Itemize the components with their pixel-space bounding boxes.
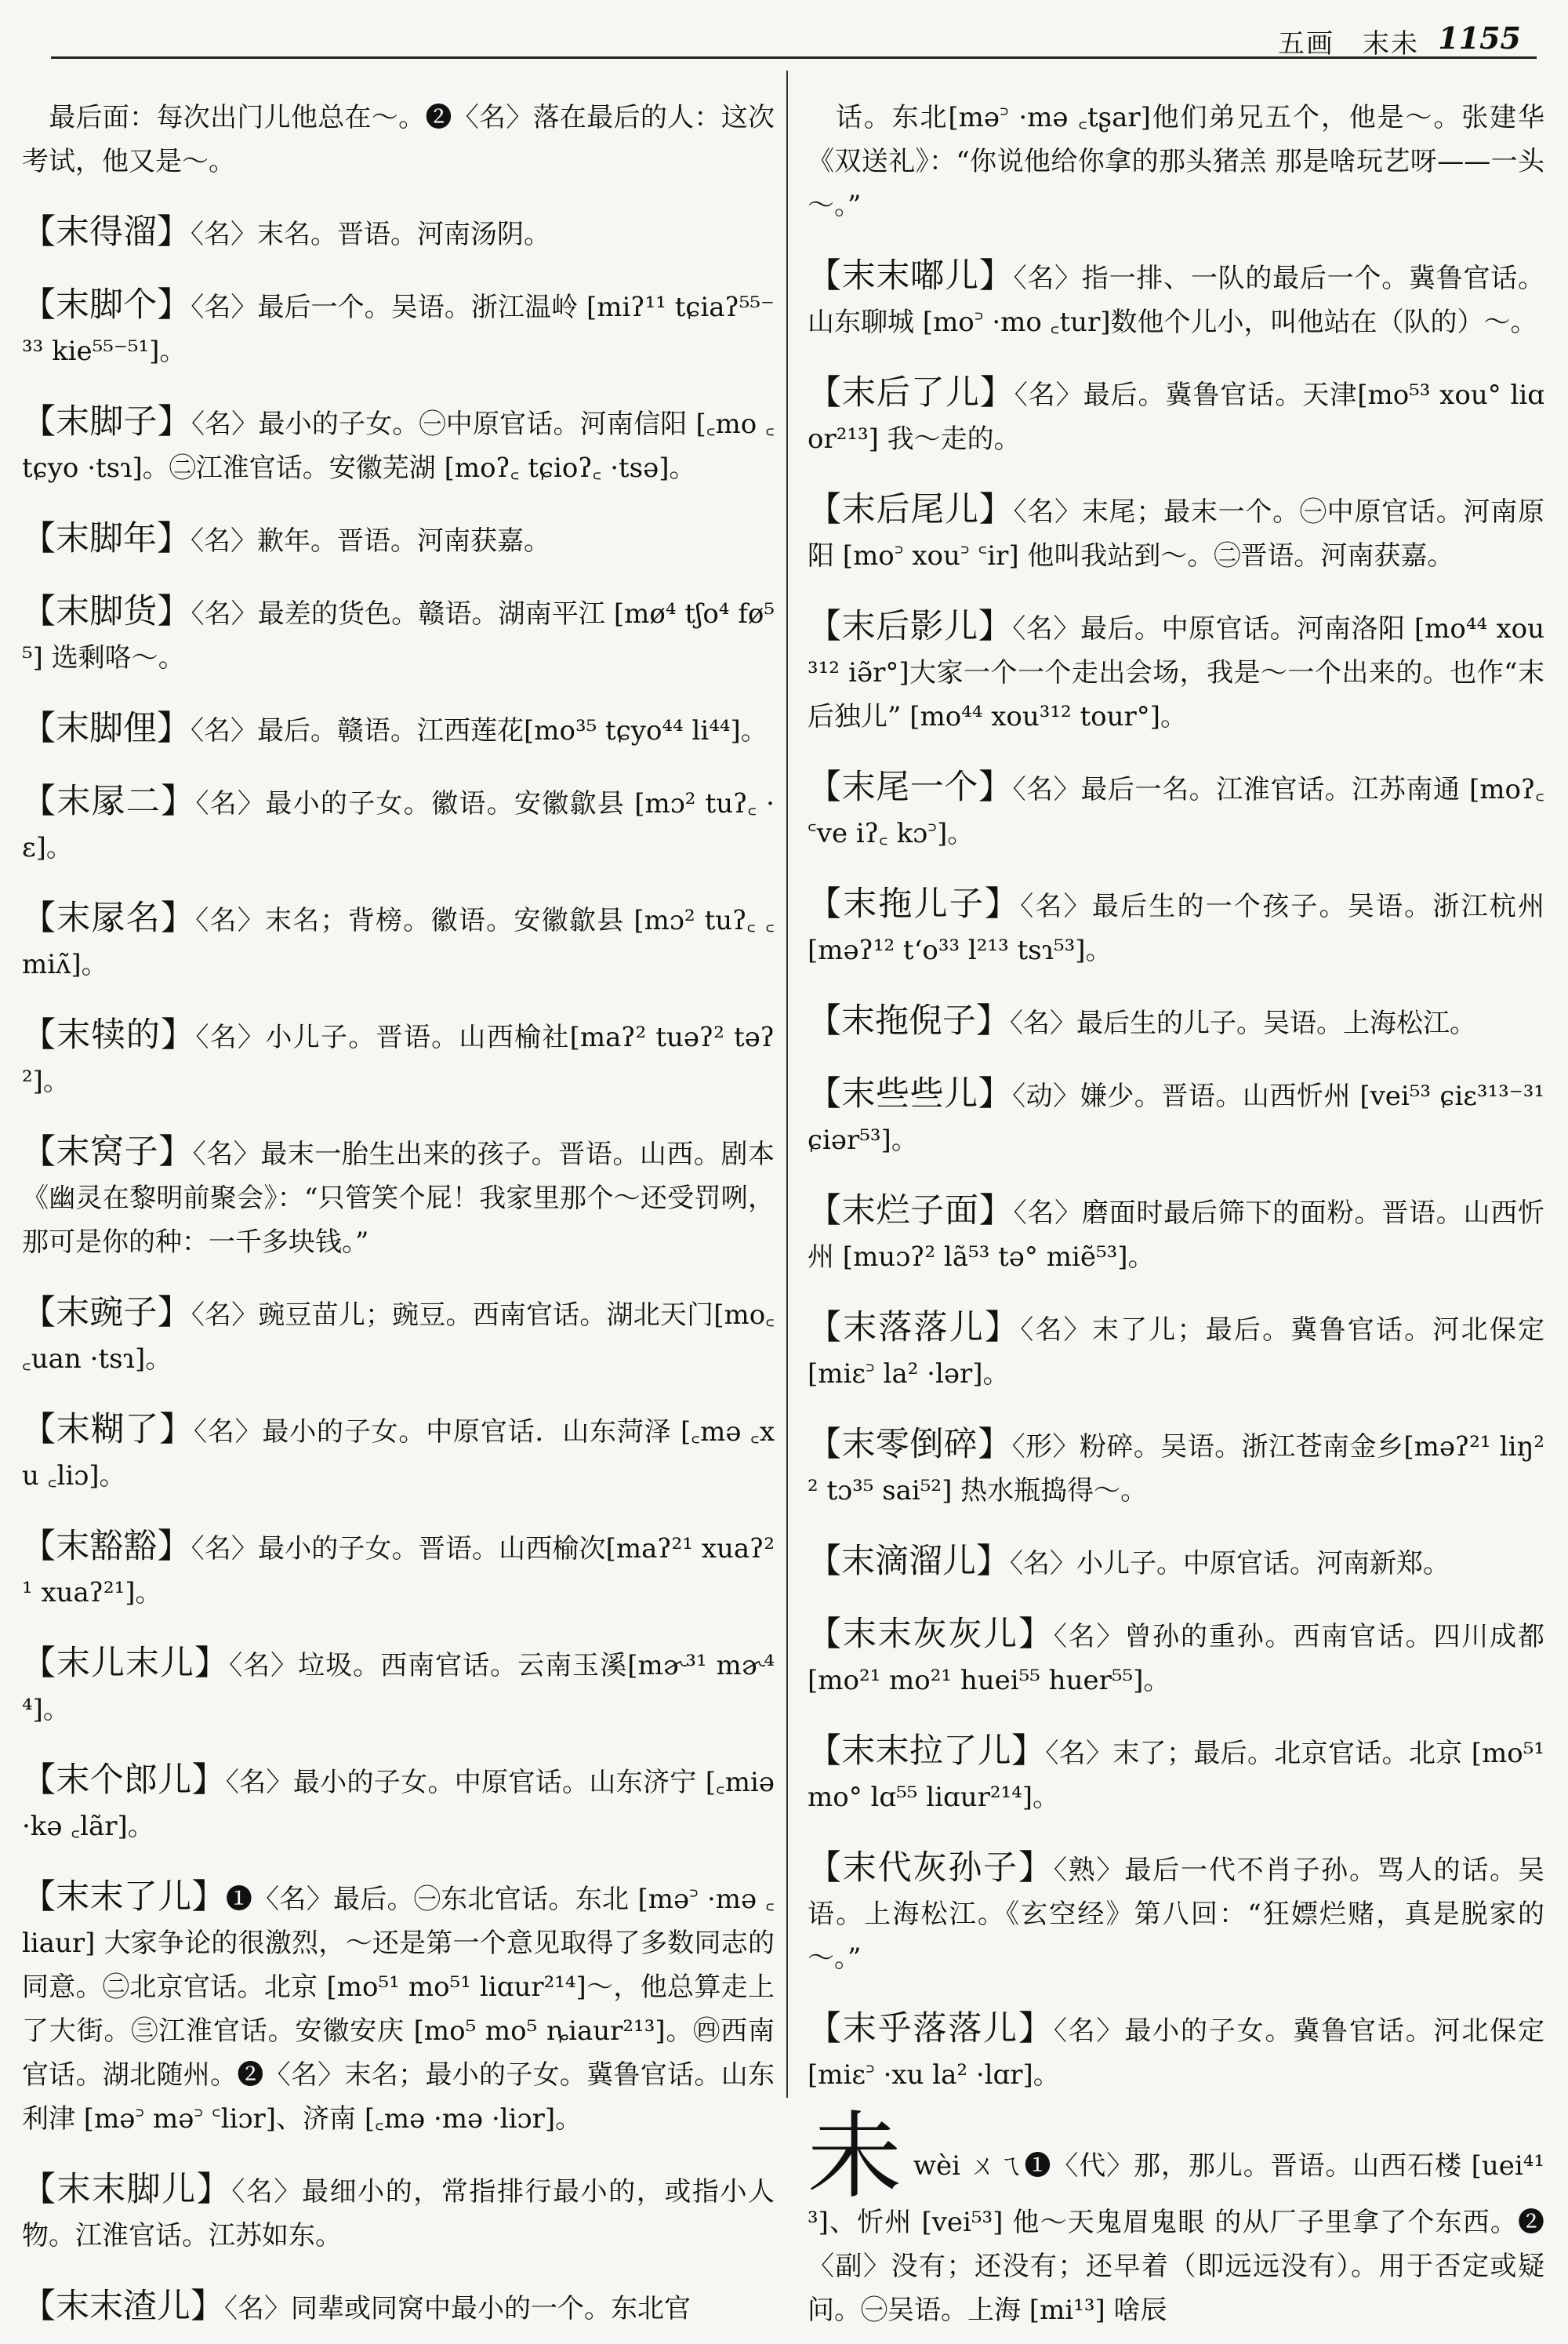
entry-continuation: 话。东北[mə꜄ ·mə ꜀tʂar]他们弟兄五个，他是～。张建华《双送礼》：“你说他给你拿的那头猪羔 那是啥玩艺呀——一头～。” bbox=[808, 102, 1544, 221]
dictionary-entry bbox=[22, 1408, 775, 1498]
dictionary-entry bbox=[22, 1875, 775, 2141]
main-character: 未 bbox=[808, 2102, 902, 2211]
entry-headword: 【末尾一个】 bbox=[808, 768, 1013, 807]
entry-definition: 〈名〉末名。晋语。河南汤阴。 bbox=[191, 219, 550, 250]
main-character-entry bbox=[808, 2102, 1544, 2332]
entry-headword: 【末脚俚】 bbox=[22, 709, 191, 748]
entry-definition: 〈熟〉最后一代不肖子孙。骂人的话。吴语。上海松江。《玄空经》第八回：“狂嫖烂赌，真是脱家的～。” bbox=[808, 1855, 1545, 1974]
page-number: 1155 bbox=[1438, 20, 1521, 56]
dictionary-entry bbox=[808, 882, 1544, 972]
entry-headword: 【末落落儿】 bbox=[808, 1308, 1021, 1347]
dictionary-entry bbox=[22, 517, 775, 563]
entry-headword: 【末脚货】 bbox=[22, 592, 191, 631]
left-column bbox=[22, 69, 775, 2342]
entry-definition: 〈名〉最后一名。江淮官话。江苏南通 [moʔ꜀ ꜂ve iʔ꜀ kɔ꜄]。 bbox=[808, 774, 1545, 849]
entry-headword: 【末㞘二】 bbox=[22, 782, 196, 821]
dictionary-entry bbox=[22, 707, 775, 753]
dictionary-entry bbox=[22, 2168, 775, 2258]
dictionary-entry bbox=[22, 1641, 775, 1732]
dictionary-entry bbox=[808, 2007, 1544, 2097]
dictionary-entry bbox=[808, 1423, 1544, 1513]
dictionary-entry bbox=[808, 1729, 1544, 1819]
dictionary-entry bbox=[22, 1758, 775, 1848]
entry-headword: 【末脚个】 bbox=[22, 285, 191, 325]
dictionary-entry bbox=[22, 1525, 775, 1615]
dictionary-entry bbox=[808, 1072, 1544, 1162]
dictionary-entry bbox=[22, 590, 775, 680]
entry-definition: 〈形〉粉碎。吴语。浙江苍南金乡[məʔ²¹ liŋ²² tɔ³⁵ sai⁵²] 热水瓶捣得～。 bbox=[808, 1431, 1544, 1506]
entry-headword: 【末㞘名】 bbox=[22, 899, 196, 938]
dictionary-entry bbox=[808, 1189, 1544, 1279]
dictionary-entry bbox=[22, 1130, 775, 1264]
entry-headword: 【末得溜】 bbox=[22, 213, 191, 252]
entry-headword: 【末后影儿】 bbox=[808, 607, 1013, 646]
entry-headword: 【末后了儿】 bbox=[808, 373, 1014, 412]
entry-definition: 〈名〉曾孙的重孙。西南官话。四川成都 [mo²¹ mo²¹ huei⁵⁵ huer⁵⁵]。 bbox=[808, 1621, 1545, 1696]
dictionary-entry bbox=[808, 765, 1544, 856]
entry-definition: 〈名〉同辈或同窝中最小的一个。东北官 bbox=[224, 2293, 691, 2324]
main-character-definition: wèi ㄨㄟ❶〈代〉那，那儿。晋语。山西石楼 [uei⁴¹³]、忻州 [vei⁵³] 他～天鬼眉鬼眼 的从厂子里拿了个东西。❷〈副〉没有；还没有；还早着（即远远没有）。用于否定或疑问。㊀吴语。上海 [mi¹³] 啥辰 bbox=[808, 2150, 1544, 2326]
entry-definition: 〈名〉末尾；最末一个。㊀中原官话。河南原阳 [mo꜄ xou꜄ ꜂ir] 他叫我站到～。㊁晋语。河南获嘉。 bbox=[808, 496, 1545, 572]
entry-definition: 〈名〉最后生的一个孩子。吴语。浙江杭州 [məʔ¹² tʻo³³ l²¹³ tsɿ⁵³]。 bbox=[808, 891, 1544, 966]
entry-definition: 〈名〉小儿子。中原官话。河南新郑。 bbox=[1010, 1548, 1450, 1579]
entry-definition: 〈名〉最后。冀鲁官话。天津[mo⁵³ xou° liɑor²¹³] 我～走的。 bbox=[808, 380, 1545, 455]
header-rule bbox=[51, 56, 1537, 59]
entry-headword: 【末代灰孙子】 bbox=[808, 1848, 1054, 1888]
entry-headword: 【末脚子】 bbox=[22, 402, 191, 442]
dictionary-entry bbox=[808, 999, 1544, 1045]
entry-definition: 〈名〉最小的子女。中原官话．山东菏泽 [꜀mə ꜀xu ꜀liɔ]。 bbox=[22, 1416, 775, 1492]
entry-headword: 【末末渣儿】 bbox=[22, 2287, 224, 2326]
entry-definition: 〈名〉末了儿；最后。冀鲁官话。河北保定 [miɛ꜄ la² ·lər]。 bbox=[808, 1314, 1544, 1390]
entry-headword: 【末末嘟儿】 bbox=[808, 256, 1014, 296]
entry-definition: 〈名〉最小的子女。晋语。山西榆次[maʔ²¹ xuaʔ²¹ xuaʔ²¹]。 bbox=[22, 1533, 775, 1608]
entry-definition: 〈名〉最末一胎生出来的孩子。晋语。山西。剧本《幽灵在黎明前聚会》：“只管笑个屁！我家里那个～还受罚咧，那可是你的种：一千多块钱。” bbox=[22, 1139, 775, 1258]
entry-definition: 〈动〉嫌少。晋语。山西忻州 [vei⁵³ ɕiɛ³¹³⁻³¹ ɕiər⁵³]。 bbox=[808, 1081, 1545, 1156]
entry-headword: 【末烂子面】 bbox=[808, 1191, 1014, 1230]
dictionary-entry bbox=[808, 1539, 1544, 1586]
entry-definition: 〈名〉末了；最后。北京官话。北京 [mo⁵¹ mo° lɑ⁵⁵ liɑur²¹⁴]。 bbox=[808, 1738, 1545, 1813]
dictionary-entry bbox=[22, 400, 775, 490]
entry-headword: 【末些些儿】 bbox=[808, 1074, 1013, 1114]
entry-headword: 【末滴溜儿】 bbox=[808, 1542, 1010, 1581]
entry-headword: 【末乎落落儿】 bbox=[808, 2009, 1054, 2048]
entry-headword: 【末末灰灰儿】 bbox=[808, 1615, 1054, 1654]
dictionary-entry bbox=[22, 2284, 775, 2331]
page-header bbox=[0, 9, 1568, 60]
entry-headword: 【末犊的】 bbox=[22, 1016, 196, 1055]
entry-headword: 【末儿末儿】 bbox=[22, 1644, 230, 1683]
entry-definition: 〈名〉小儿子。晋语。山西榆社[maʔ² tuəʔ² təʔ²]。 bbox=[22, 1022, 775, 1097]
entry-definition: 〈名〉末名；背榜。徽语。安徽歙县 [mɔ² tuʔ꜀ ꜀miʌ̃]。 bbox=[22, 905, 775, 980]
entry-headword: 【末拖儿子】 bbox=[808, 885, 1021, 924]
entry-definition: 〈名〉最细小的，常指排行最小的，或指小人物。江淮官话。江苏如东。 bbox=[22, 2176, 775, 2251]
entry-definition: 〈名〉最后。中原官话。河南洛阳 [mo⁴⁴ xou³¹² iə̃r°]大家一个一个走出会场，我是～一个出来的。也作“末后独儿” [mo⁴⁴ xou³¹² tour°]。 bbox=[808, 613, 1545, 732]
dictionary-entry bbox=[808, 1612, 1544, 1703]
entry-definition: 〈名〉垃圾。西南官话。云南玉溪[mɚ³¹ mɚ⁴⁴]。 bbox=[22, 1650, 775, 1725]
entry-headword: 【末拖倪子】 bbox=[808, 1001, 1010, 1041]
dictionary-entry bbox=[22, 1013, 775, 1103]
dictionary-entry bbox=[808, 371, 1544, 461]
entry-headword: 【末零倒碎】 bbox=[808, 1425, 1012, 1464]
entry-definition: 〈名〉豌豆苗儿；豌豆。西南官话。湖北天门[mo꜀ ꜀uan ·tsɿ]。 bbox=[22, 1299, 775, 1375]
dictionary-entry bbox=[808, 605, 1544, 739]
entry-definition: 〈名〉最后一个。吴语。浙江温岭 [miʔ¹¹ tɕiaʔ⁵⁵⁻³³ kie⁵⁵⁻⁵¹]。 bbox=[22, 292, 775, 367]
entry-headword: 【末豁豁】 bbox=[22, 1527, 191, 1566]
dictionary-entry bbox=[22, 283, 775, 373]
entry-headword: 【末脚年】 bbox=[22, 519, 191, 558]
entry-definition: 〈名〉最后。赣语。江西莲花[mo³⁵ tɕyo⁴⁴ li⁴⁴]。 bbox=[191, 715, 768, 747]
entry-definition: 〈名〉最小的子女。徽语。安徽歙县 [mɔ² tuʔ꜀ ·ɛ]。 bbox=[22, 788, 775, 863]
dictionary-entry bbox=[22, 780, 775, 870]
entry-headword: 【末豌子】 bbox=[22, 1293, 191, 1332]
column-divider bbox=[786, 71, 788, 2098]
entry-definition: 〈名〉最差的货色。赣语。湖南平江 [mø⁴ tʃo⁴ fø⁵⁵] 选剩咯～。 bbox=[22, 598, 775, 674]
dictionary-entry bbox=[22, 210, 775, 256]
entry-definition: 〈名〉最小的子女。冀鲁官话。河北保定 [miɛ꜄ ·xu la² ·lɑr]。 bbox=[808, 2015, 1545, 2091]
entry-headword: 【末窝子】 bbox=[22, 1132, 193, 1172]
entry-definition: 〈名〉磨面时最后筛下的面粉。晋语。山西忻州 [muɔʔ² lã⁵³ tə° miẽ⁵³]。 bbox=[808, 1197, 1545, 1273]
dictionary-entry bbox=[808, 1846, 1544, 1980]
right-column bbox=[808, 69, 1544, 2344]
dictionary-entry bbox=[808, 254, 1544, 344]
entry-headword: 【末末脚儿】 bbox=[22, 2170, 232, 2209]
dictionary-entry bbox=[22, 1291, 775, 1381]
entry-definition: 〈名〉歉年。晋语。河南获嘉。 bbox=[191, 525, 550, 557]
entry-headword: 【末末拉了儿】 bbox=[808, 1732, 1046, 1771]
entry-continuation: 最后面：每次出门儿他总在～。❷〈名〉落在最后的人：这次考试，他又是～。 bbox=[22, 102, 775, 177]
dictionary-entry bbox=[808, 1306, 1544, 1396]
entry-headword: 【末末了儿】 bbox=[22, 1877, 226, 1917]
entry-definition: 〈名〉指一排、一队的最后一个。冀鲁官话。山东聊城 [mo꜄ ·mo ꜀tur]数他个儿小，叫他站在（队的）～。 bbox=[808, 263, 1545, 338]
dictionary-entry bbox=[808, 488, 1544, 578]
entry-definition: 〈名〉最小的子女。㊀中原官话。河南信阳 [꜀mo ꜀tɕyo ·tsɿ]。㊁江淮官话。安徽芜湖 [moʔ꜀ tɕioʔ꜀ ·tsə]。 bbox=[22, 409, 775, 484]
dictionary-entry bbox=[22, 896, 775, 987]
entry-headword: 【末个郎儿】 bbox=[22, 1761, 226, 1800]
entry-headword: 【末后尾儿】 bbox=[808, 490, 1014, 529]
entry-headword: 【末糊了】 bbox=[22, 1410, 194, 1449]
entry-definition: 〈名〉最后生的儿子。吴语。上海松江。 bbox=[1010, 1008, 1476, 1039]
section-title: 五画 末未 bbox=[1278, 28, 1419, 60]
entry-definition: ❶〈名〉最后。㊀东北官话。东北 [mə꜄ ·mə ꜀liaur] 大家争论的很激烈，～还是第一个意见取得了多数同志的同意。㊁北京官话。北京 [mo⁵¹ mo⁵¹ liɑur²¹⁴]～，他总算走上了大街。㊂江淮官话。安徽安庆 [mo⁵ mo⁵ ȵiaur²¹³]。㊃西南官话。湖北随州。❷〈名〉末名；最小的子女。冀鲁官话。山东利津 [mə꜄ mə꜄ ꜂liɔr]、济南 [꜀mə ·mə ·liɔr]。 bbox=[22, 1884, 775, 2135]
entry-definition: 〈名〉最小的子女。中原官话。山东济宁 [꜀miə ·kə ꜀lãr]。 bbox=[22, 1767, 775, 1842]
